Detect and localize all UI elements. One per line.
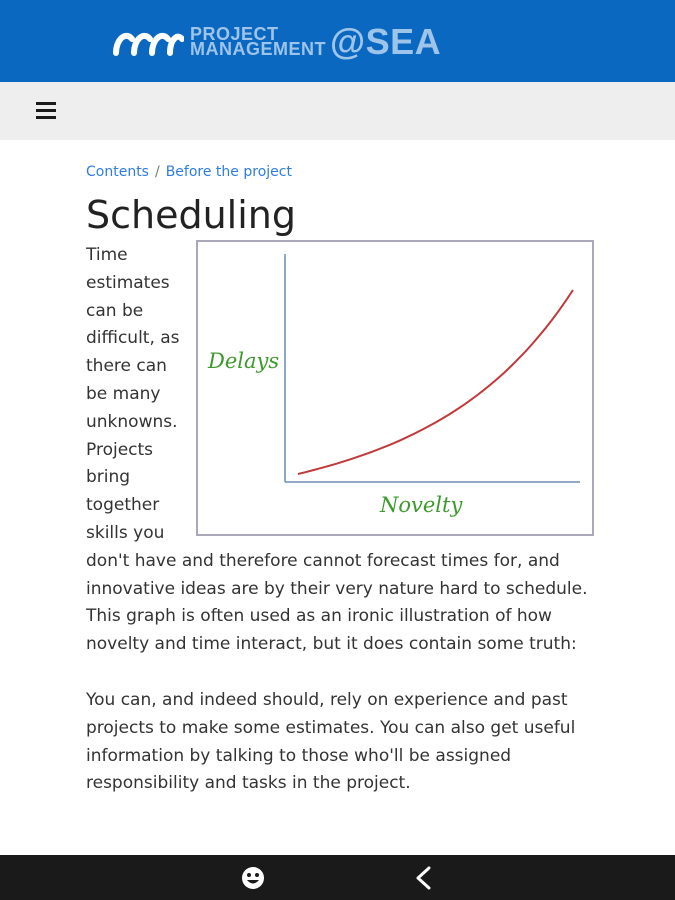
main-content (86, 160, 606, 826)
delays-vs-novelty-chart (196, 240, 594, 536)
paragraph-1: Time estimates can be difficult, as there can be many unknowns. Projects bring together skills you don't have and therefore cannot forecast times for, and innovative ideas are by their very nature hard to schedule. This graph is often used as an ironic illustration of how novelty and time interact, but it does contain some truth: (86, 245, 588, 655)
back-chevron-icon[interactable] (412, 865, 436, 891)
breadcrumb-before-the-project[interactable]: Before the project (165, 164, 292, 180)
paragraph-2: You can, and indeed should, rely on experience and past projects to make some estimates. You can also get useful information by talking to those who'll be assigned responsibility and tasks in the project. (86, 689, 576, 794)
y-axis-label: Delays (208, 349, 280, 373)
hamburger-menu-icon[interactable] (34, 100, 58, 122)
delay-curve (298, 290, 573, 474)
face-icon[interactable] (240, 865, 266, 891)
page-title: Scheduling (86, 193, 297, 237)
logo-suffix: @SEA (330, 21, 442, 62)
breadcrumb-separator: / (154, 164, 160, 180)
site-logo[interactable] (112, 22, 441, 62)
article-body (86, 242, 606, 798)
breadcrumb (86, 160, 606, 184)
app-header (0, 0, 675, 82)
toolbar (0, 82, 675, 140)
chart-svg (198, 242, 592, 534)
breadcrumb-contents[interactable]: Contents (86, 164, 149, 180)
logo-text (190, 24, 326, 59)
logo-line2: MANAGEMENT (190, 39, 326, 59)
logo-waves-icon (112, 25, 184, 59)
x-axis-label: Novelty (380, 493, 463, 517)
logo-line1: PROJECT (190, 24, 279, 44)
bottom-navbar (0, 855, 675, 900)
